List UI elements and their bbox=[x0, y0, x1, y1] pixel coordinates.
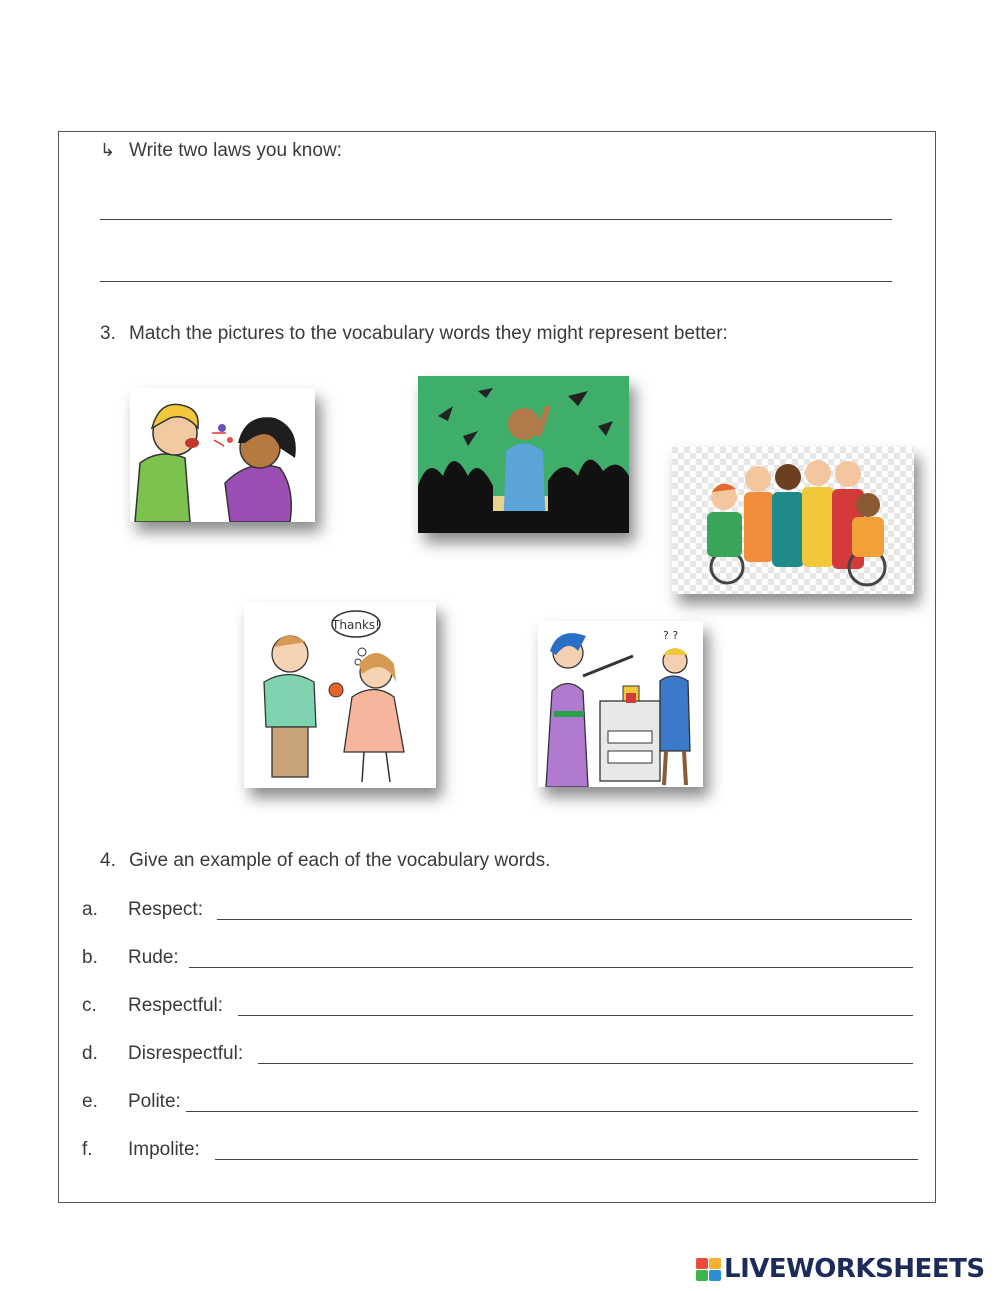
customer-complaint-picture[interactable] bbox=[538, 621, 703, 787]
laws-prompt: Write two laws you know: bbox=[129, 140, 342, 161]
vocab-letter: b. bbox=[82, 947, 98, 968]
chaotic-classroom-illustration bbox=[418, 376, 629, 533]
section-4-prompt: Give an example of each of the vocabulary words. bbox=[129, 850, 551, 871]
vocab-answer-line[interactable] bbox=[215, 1159, 918, 1160]
group-of-friends-illustration bbox=[672, 447, 914, 594]
vocab-word: Rude: bbox=[128, 947, 179, 968]
vocab-letter: a. bbox=[82, 899, 98, 920]
vocab-letter: e. bbox=[82, 1091, 98, 1112]
vocab-word: Impolite: bbox=[128, 1139, 200, 1160]
thanks-gift-picture[interactable] bbox=[244, 602, 436, 788]
vocab-answer-line[interactable] bbox=[186, 1111, 918, 1112]
liveworksheets-logo bbox=[696, 1254, 996, 1286]
arguing-people-illustration bbox=[130, 388, 315, 522]
vocab-word: Respectful: bbox=[128, 995, 224, 1016]
vocab-letter: d. bbox=[82, 1043, 98, 1064]
vocab-letter: c. bbox=[82, 995, 97, 1016]
laws-answer-line-2[interactable] bbox=[100, 281, 892, 282]
group-of-friends-picture[interactable] bbox=[672, 447, 914, 594]
vocab-row-disrespectful bbox=[0, 1043, 1000, 1073]
vocab-word: Polite: bbox=[128, 1091, 181, 1112]
vocab-answer-line[interactable] bbox=[258, 1063, 913, 1064]
section-4-number: 4. bbox=[100, 850, 116, 871]
customer-complaint-illustration bbox=[538, 621, 703, 787]
arguing-people-picture[interactable] bbox=[130, 388, 315, 522]
chaotic-classroom-picture[interactable] bbox=[418, 376, 629, 533]
vocab-row-polite bbox=[0, 1091, 1000, 1121]
vocab-row-impolite bbox=[0, 1139, 1000, 1169]
vocab-word: Disrespectful: bbox=[128, 1043, 244, 1064]
logo-tiles-icon bbox=[696, 1258, 722, 1282]
arrow-bullet-icon: ↳ bbox=[100, 140, 116, 160]
vocab-word: Respect: bbox=[128, 899, 203, 920]
vocab-answer-line[interactable] bbox=[238, 1015, 913, 1016]
vocab-row-respectful bbox=[0, 995, 1000, 1025]
vocab-answer-line[interactable] bbox=[217, 919, 912, 920]
vocab-answer-line[interactable] bbox=[189, 967, 913, 968]
section-3-prompt: Match the pictures to the vocabulary words they might represent better: bbox=[129, 323, 728, 344]
speech-bubble-text: Thanks! bbox=[332, 618, 380, 632]
vocab-row-rude bbox=[0, 947, 1000, 977]
laws-answer-line-1[interactable] bbox=[100, 219, 892, 220]
svg-text:? ?: ? ? bbox=[663, 629, 679, 642]
thanks-gift-illustration bbox=[244, 602, 436, 788]
section-3-number: 3. bbox=[100, 323, 116, 344]
brand-name: LIVEWORKSHEETS bbox=[724, 1254, 985, 1284]
vocab-letter: f. bbox=[82, 1139, 93, 1160]
vocab-row-respect bbox=[0, 899, 1000, 929]
